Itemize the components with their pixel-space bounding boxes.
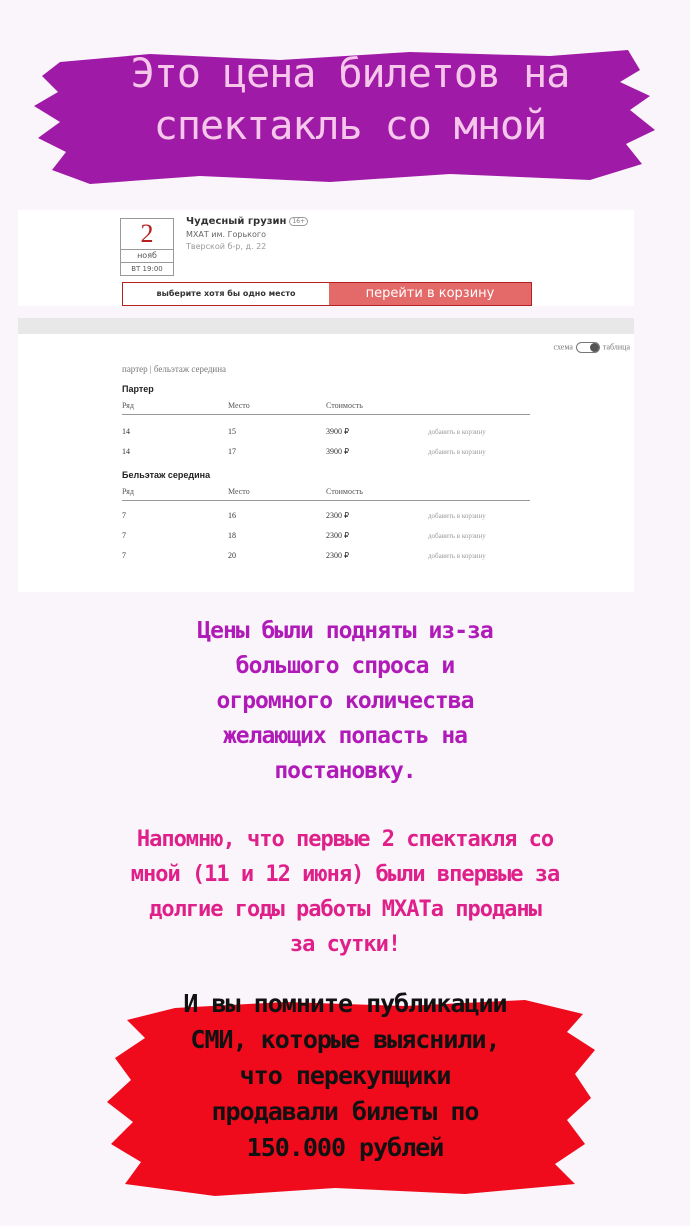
- event-address: Тверской б-р, д. 22: [186, 242, 267, 251]
- event-date-box: [120, 218, 174, 276]
- add-to-cart-link[interactable]: добавить в корзину: [428, 552, 486, 560]
- divider-strip: [18, 318, 634, 334]
- toggle-table-label: таблица: [602, 342, 630, 352]
- add-to-cart-link[interactable]: добавить в корзину: [428, 428, 486, 436]
- seating-table-screenshot: [18, 334, 634, 592]
- age-badge: 16+: [289, 217, 308, 226]
- event-weekday-time: ВТ 19:00: [131, 265, 163, 273]
- table-row: 14 15 3900 ₽ добавить в корзину: [122, 424, 530, 440]
- toggle-scheme-label: схема: [553, 342, 573, 352]
- resellers-text: И вы помните публикации СМИ, которые выяснили, что перекупщики продавали билеты по 150.000 рублей: [183, 989, 507, 1162]
- table-row: 14 17 3900 ₽ добавить в корзину: [122, 444, 530, 460]
- section-tabs[interactable]: партер | бельэтаж середина: [122, 364, 227, 374]
- select-seat-message: выберите хотя бы одно место: [156, 289, 296, 298]
- section-title-beletazh: Бельэтаж середина: [122, 470, 211, 480]
- event-month: нояб: [121, 249, 173, 263]
- title-line-2: спектакль со мной: [153, 103, 547, 149]
- add-to-cart-link[interactable]: добавить в корзину: [428, 532, 486, 540]
- event-name[interactable]: Чудесный грузин 16+: [186, 216, 308, 227]
- reminder-text: Напомню, что первые 2 спектакля со мной (11 и 12 июня) были впервые за долгие годы работы МХАТа проданы за сутки!: [130, 827, 560, 957]
- event-day: 2: [140, 219, 154, 248]
- table-row: 7 18 2300 ₽ добавить в корзину: [122, 528, 530, 544]
- table-row: 7 16 2300 ₽ добавить в корзину: [122, 508, 530, 524]
- selection-bar: [122, 282, 532, 306]
- section-title-parter: Партер: [122, 384, 154, 394]
- go-to-cart-button[interactable]: перейти в корзину: [329, 283, 531, 305]
- price-explanation-text: Цены были подняты из-за большого спроса и огромного количества желающих попасть на постановку.: [197, 618, 493, 784]
- table-header: Ряд Место Стоимость: [122, 398, 530, 415]
- table-row: 7 20 2300 ₽ добавить в корзину: [122, 548, 530, 564]
- view-toggle[interactable]: [554, 342, 630, 353]
- add-to-cart-link[interactable]: добавить в корзину: [428, 512, 486, 520]
- event-header-screenshot: [18, 210, 634, 306]
- table-header: Ряд Место Стоимость: [122, 484, 530, 501]
- event-venue[interactable]: МХАТ им. Горького: [186, 230, 266, 239]
- toggle-switch[interactable]: [576, 342, 600, 353]
- title-line-1: Это цена билетов на: [130, 51, 570, 97]
- page-title: [40, 48, 660, 152]
- add-to-cart-link[interactable]: добавить в корзину: [428, 448, 486, 456]
